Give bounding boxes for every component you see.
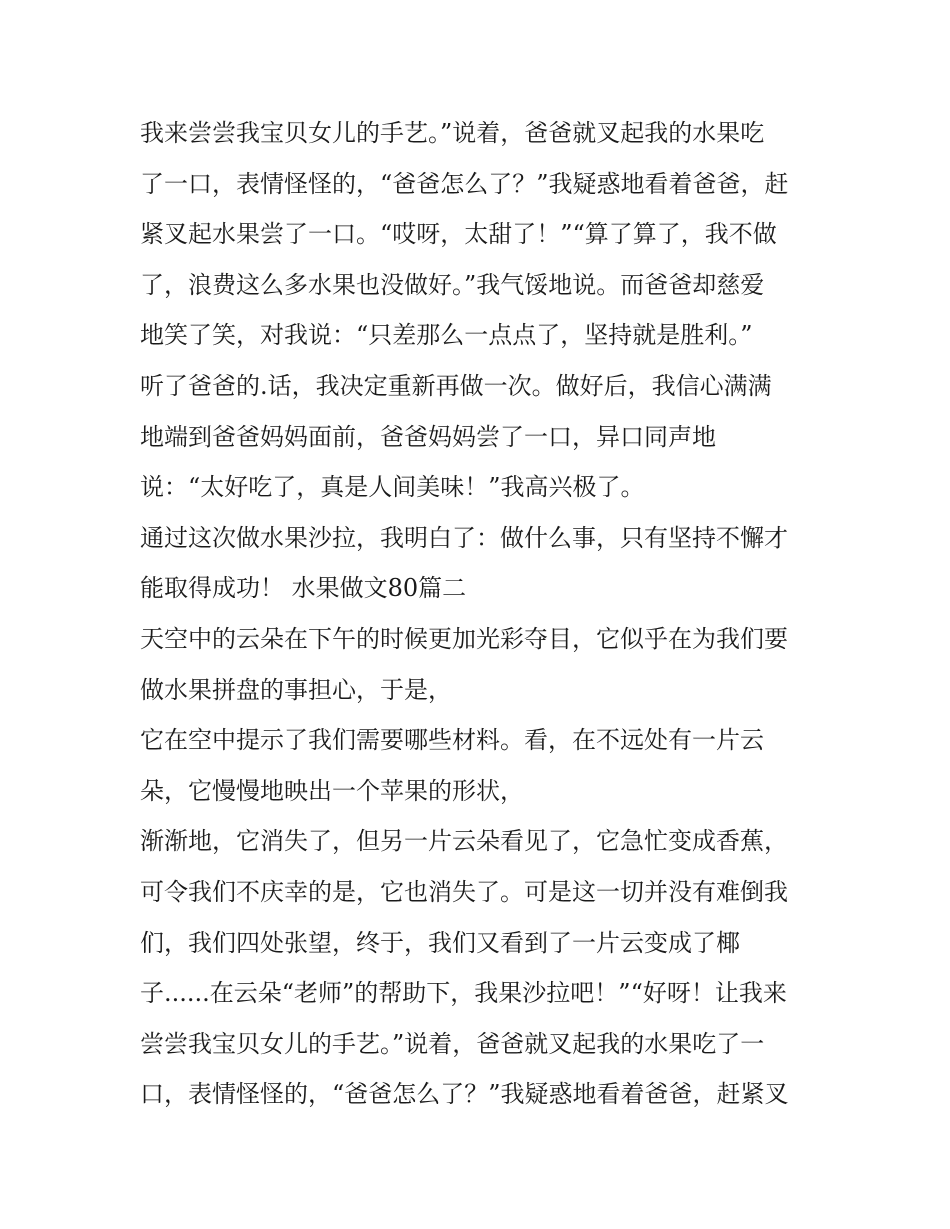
text-line: 听了爸爸的.话，我决定重新再做一次。做好后，我信心满满 [140,371,772,400]
text-line: 了，浪费这么多水果也没做好。”我气馁地说。而爸爸却慈爱 [140,270,765,299]
text-line: 可令我们不庆幸的是，它也消失了。可是这一切并没有难倒我 [140,877,788,906]
text-line: 地笑了笑，对我说：“只差那么一点点了，坚持就是胜利。” [140,321,753,350]
text-line: 天空中的云朵在下午的时候更加光彩夺目，它似乎在为我们要 [140,624,788,653]
text-line: 我来尝尝我宝贝女儿的手艺。”说着，爸爸就叉起我的水果吃 [140,119,765,147]
text-line: 尝尝我宝贝女儿的手艺。”说着，爸爸就叉起我的水果吃了一 [140,1029,765,1058]
text-line: 了一口，表情怪怪的，“爸爸怎么了？”我疑惑地看着爸爸，赶 [140,169,789,198]
text-line: 紧叉起水果尝了一口。“哎呀，太甜了！”“算了算了，我不做 [140,220,777,249]
body-text [140,108,830,1120]
text-line: 们，我们四处张望，终于，我们又看到了一片云变成了椰 [140,928,740,957]
text-line: 说：“太好吃了，真是人间美味！”我高兴极了。 [140,473,645,502]
text-line: 能取得成功！ 水果做文80篇二 [140,574,467,603]
text-line: 地端到爸爸妈妈面前，爸爸妈妈尝了一口，异口同声地 [140,422,716,451]
text-line: 它在空中提示了我们需要哪些材料。看，在不远处有一片云 [140,726,764,755]
text-line: 口，表情怪怪的，“爸爸怎么了？”我疑惑地看着爸爸，赶紧叉 [140,1080,789,1109]
text-line: 做水果拼盘的事担心，于是， [140,675,452,704]
text-line: 通过这次做水果沙拉，我明白了：做什么事，只有坚持不懈才 [140,523,788,552]
text-line: 子......在云朵“老师”的帮助下，我果沙拉吧！”“好呀！让我来 [140,979,787,1008]
text-line: 渐渐地，它消失了，但另一片云朵看见了，它急忙变成香蕉， [140,827,788,856]
text-line: 朵，它慢慢地映出一个苹果的形状， [140,776,524,805]
